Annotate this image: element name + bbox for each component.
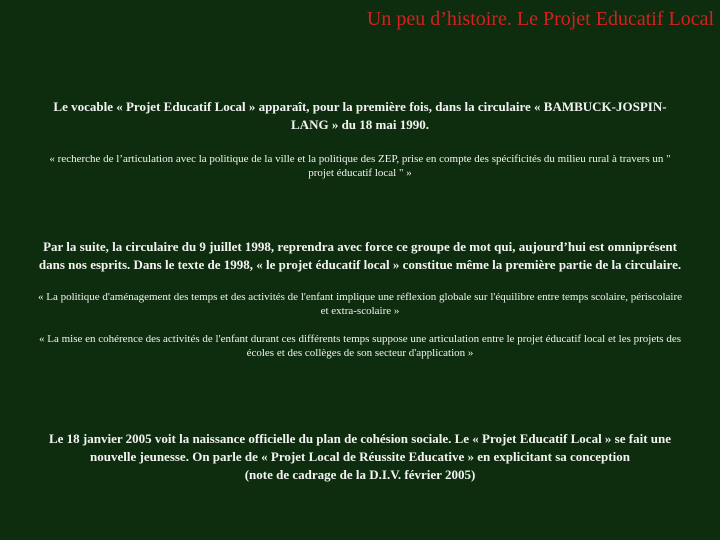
paragraph-line: (note de cadrage de la D.I.V. février 2005) bbox=[244, 467, 476, 482]
quote-line: écoles et des collèges de son secteur d'application » bbox=[246, 347, 474, 359]
paragraph-line: dans nos esprits. Dans le texte de 1998, « le projet éducatif local » constitue même la première partie de la circulaire. bbox=[38, 257, 682, 272]
quote-1998-time-planning bbox=[0, 290, 720, 318]
quote-1990-circular bbox=[0, 152, 720, 180]
paragraph-line: LANG » du 18 mai 1990. bbox=[291, 117, 429, 132]
quote-line: et extra-scolaire » bbox=[320, 305, 400, 317]
paragraph-line: nouvelle jeunesse. On parle de « Projet Local de Réussite Educative » en explicitant sa conception bbox=[90, 449, 630, 464]
paragraph-line: Le 18 janvier 2005 voit la naissance officielle du plan de cohésion sociale. Le « Projet Educatif Local » se fait une bbox=[48, 431, 672, 446]
quote-1998-coherence bbox=[0, 332, 720, 360]
paragraph-1990-circular bbox=[0, 98, 720, 134]
paragraph-line: Le vocable « Projet Educatif Local » apparaît, pour la première fois, dans la circulaire « BAMBUCK-JOSPIN- bbox=[53, 99, 667, 114]
paragraph-line: Par la suite, la circulaire du 9 juillet 1998, reprendra avec force ce groupe de mot qui, aujourd’hui est omniprésent bbox=[43, 239, 677, 254]
quote-line: projet éducatif local " » bbox=[308, 167, 412, 179]
quote-line: « La politique d'aménagement des temps et des activités de l'enfant implique une réflexion globale sur l'équilibre entre temps scolaire, périscolaire bbox=[37, 291, 683, 303]
quote-line: « La mise en cohérence des activités de l'enfant durant ces différents temps suppose une articulation entre le projet éducatif local et les projets des bbox=[39, 333, 681, 345]
slide-title: Un peu d’histoire. Le Projet Educatif Local bbox=[366, 8, 714, 30]
paragraph-1998-circular bbox=[0, 238, 720, 274]
paragraph-2005-plan bbox=[0, 430, 720, 484]
quote-line: « recherche de l’articulation avec la politique de la ville et la politique des ZEP, prise en compte des spécificités du milieu rural à travers un " bbox=[49, 153, 671, 165]
